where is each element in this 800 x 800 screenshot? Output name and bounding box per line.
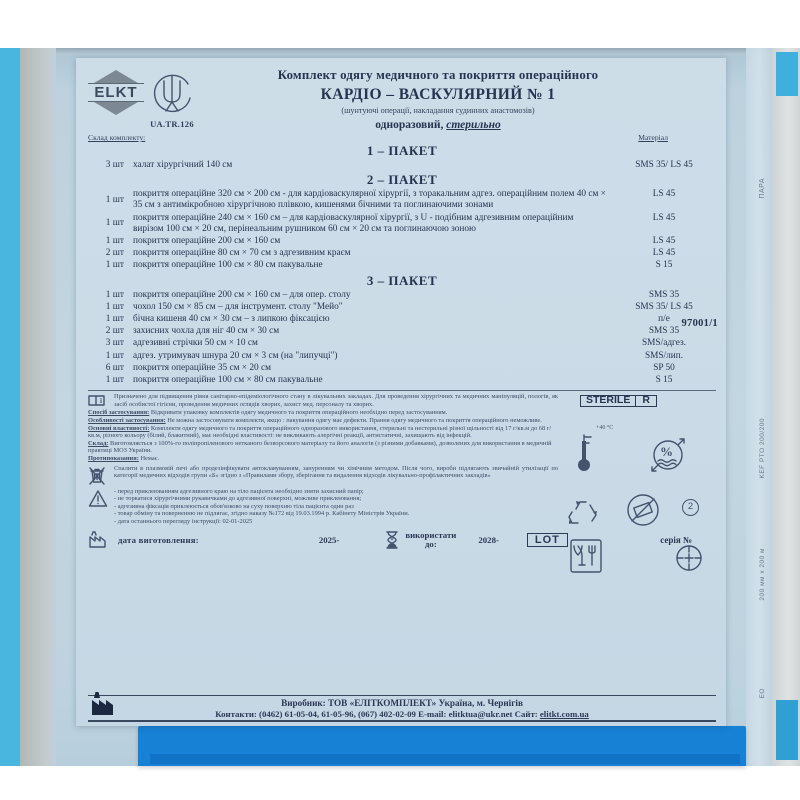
svg-text:i: i: [100, 397, 102, 406]
fine-print-text-column: [88, 393, 558, 525]
temperature-limit-value: +40 °C: [596, 425, 614, 432]
paragraph-text: Не можна застосовувати комплекти, якщо : пакування одягу має дефекти. Прання одягу медичного та покриття операційного неможливе.: [165, 417, 542, 425]
item-desc: покриття операційне 100 см × 80 см пакувальне: [133, 260, 323, 271]
no-trash-icon: [88, 465, 114, 486]
warning-item: - дата останнього перегляду інструкції: 02-01-2025: [114, 517, 253, 525]
item-material: SMS 35/ LS 45: [635, 301, 693, 312]
item-desc: покриття операційне 100 см × 80 см пакувальне: [133, 375, 323, 386]
pouch-vertical-text: EO: [759, 688, 766, 699]
cert-number: UA.TR.126: [150, 119, 194, 129]
pouch-vertical-text: ПАРА: [759, 178, 766, 199]
title-block: [206, 64, 670, 131]
item-material: S 15: [655, 260, 673, 271]
packet-rows: [88, 290, 716, 387]
warning-triangle-icon: [88, 488, 114, 526]
pouch-top-seam: [0, 48, 800, 55]
paragraph-lead: Особливості застосування:: [88, 417, 166, 425]
brand-block: [88, 64, 206, 129]
packet-rows: [88, 160, 716, 171]
series-label: серія №: [660, 534, 692, 545]
item-qty: 1 шт: [105, 301, 124, 312]
manufacture-date-value: 2025-: [318, 534, 340, 545]
product-label: [76, 58, 726, 726]
kit-item-row: [88, 375, 716, 386]
fine-print-paragraph: [88, 409, 558, 417]
item-desc: адгез. утримувач шнура 20 см × 3 см (на "липучці"): [133, 350, 338, 361]
symbol-column: [566, 393, 716, 581]
item-qty: 1 шт: [105, 314, 124, 325]
pouch-vertical-text: KEF PTO 200/200: [759, 418, 766, 479]
warning-list: [114, 488, 558, 526]
kit-item-row: [88, 338, 716, 349]
purpose-row: [88, 393, 558, 408]
item-qty: 3 шт: [105, 160, 124, 170]
site-link: elitkt.com.ua: [539, 709, 589, 719]
item-qty: 1 шт: [105, 194, 124, 205]
do-not-resterilize-icon: [624, 491, 662, 529]
item-qty: 1 шт: [105, 260, 124, 271]
item-qty: 1 шт: [105, 350, 124, 361]
logo-word: ELKT: [88, 83, 144, 102]
paragraph-lead: Склад:: [88, 439, 109, 447]
kit-item-row: [88, 314, 716, 325]
sterile-method: R: [642, 394, 650, 407]
composition-header-row: [88, 133, 716, 142]
consult-instructions-icon: [88, 393, 114, 408]
fine-print-paragraph: [88, 455, 558, 463]
manufacture-factory-icon: [88, 531, 110, 549]
item-desc: покриття операційне 200 см × 160 см: [133, 236, 281, 247]
item-qty: 6 шт: [105, 362, 124, 373]
paragraph-text: Немає.: [138, 455, 160, 462]
kit-item-row: [88, 236, 716, 247]
humidity-limit-icon: [646, 433, 690, 477]
material-column-label: Матеріал: [638, 133, 668, 142]
pouch-right-cyan-top: [776, 52, 798, 96]
packet-title: 3 – ПАКЕТ: [366, 272, 438, 288]
producer-line: Виробник: ТОВ «ЕЛІТКОМПЛЕКТ» Україна, м. Чернігів: [281, 698, 523, 708]
fragile-glass-icon: [570, 539, 602, 573]
kit-item-row: [88, 351, 716, 362]
ua-conformity-mark: [150, 70, 194, 129]
pouch-right-grey-strip: [772, 48, 800, 766]
kit-section: [88, 143, 716, 171]
fine-print-paragraphs: [88, 409, 558, 462]
warnings-row: [88, 488, 558, 526]
paragraph-text: Виготовляється з 100%-го поліпропіленового нетканого безворсового матеріалу та його аналогів (з різними добавками), дозволених для використання в медичній практиці МОЗ України.: [88, 439, 552, 455]
label-footer: [88, 695, 716, 722]
item-material: LS 45: [652, 236, 676, 247]
item-desc: покриття операційне 200 см × 160 см – для опер. столу: [133, 289, 351, 300]
item-material: LS 45: [652, 212, 676, 223]
disposal-text: Спалити в плазмовій печі або продезінфікувати автоклавуванням, зануренням чи хімічним методом. Після чого, вироби підлягають звичайній утилізації по категорії медичних відходів групи «Б» згідно з «Правилами збору, зберігання та видалення відходів лікувально-профілактичних закладів»: [114, 464, 558, 480]
item-material: SMS/адгез.: [642, 338, 686, 349]
pouch-vertical-text: 200 мм х 200 м: [759, 548, 766, 601]
paragraph-text: Комплекти одягу медичного та покриття операційного одноразового використання, стерильні та нестерильні різної щільності від 17 г/кв.м до 68 г/кв.м, різного кольору (білий, блакитний), має необхідні властивості: не викликають алергічні реакції, антистатичні, захищають від інфекцій.: [88, 424, 552, 440]
contacts-text: Контакти: (0462) 61-05-04, 61-05-96, (067) 402-02-09 E-mail: elitktua@ukr.net Сайт:: [215, 709, 540, 719]
use-by-label-line2: до:: [424, 538, 437, 549]
item-qty: 1 шт: [105, 236, 124, 247]
item-material: SMS 35/ LS 45: [635, 160, 693, 170]
item-qty: 2 шт: [105, 248, 124, 259]
item-desc: захисних чохла для ніг 40 см × 30 см: [133, 326, 280, 337]
packet-title: 2 – ПАКЕТ: [366, 172, 438, 188]
kit-item-row: [88, 160, 716, 171]
packet-title: 1 – ПАКЕТ: [366, 143, 438, 158]
item-material: п/е: [658, 314, 670, 325]
disposal-row: [88, 465, 558, 486]
kit-item-row: [88, 363, 716, 374]
use-by-label: [405, 531, 456, 549]
item-desc: адгезивні стрічки 50 см × 10 см: [133, 338, 258, 349]
manufacturer-factory-icon: [90, 690, 120, 716]
purpose-text: Призначено для підвищення рівня санітарно-епідеміологічного стану в лікувальних закладах. Для проведення хірургічних та медичних маніпуляцій, пологів, як засіб особистої гігієни, проведення медичних оглядів хворих, захист мед. персоналу та хворих.: [114, 393, 558, 408]
item-material: SMS/лип.: [644, 350, 684, 361]
paragraph-lead: Протипоказання:: [88, 455, 139, 462]
label-header: [88, 64, 716, 131]
use-by-value: 2028-: [478, 534, 499, 545]
kit-item-row: [88, 213, 716, 235]
item-qty: 3 шт: [105, 338, 124, 349]
item-desc: бічна кишеня 40 см × 30 см – з липкою фіксацією: [133, 314, 330, 325]
usage-line: [206, 119, 670, 131]
kit-sections: [88, 142, 716, 387]
paragraph-lead: Основні властивості:: [88, 424, 150, 432]
kit-item-row: [88, 302, 716, 313]
item-desc: покриття операційне 80 см × 70 см з адгезивним краєм: [133, 248, 351, 259]
kit-item-row: [88, 326, 716, 337]
item-qty: 2 шт: [105, 326, 124, 337]
paragraph-text: Відкривати упаковку комплектів одягу медичного та покриття операційного необхідно перед застосуванням.: [149, 409, 448, 417]
pouch-left-cyan-strip: [0, 48, 20, 766]
item-desc: чохол 150 см × 85 см – для інструмент. столу "Мейо": [133, 301, 343, 312]
certification-target-icon: [674, 543, 704, 573]
lot-badge: LOT: [527, 533, 568, 547]
item-desc: покриття операційне 35 см × 20 см: [133, 362, 272, 373]
do-not-reuse-icon: 2: [682, 499, 699, 516]
paragraph-lead: Спосіб застосування:: [88, 409, 150, 417]
manufacture-date-label: дата виготовлення:: [118, 534, 199, 545]
trident-cert-icon: [150, 70, 194, 118]
sterile-r-badge: [580, 395, 657, 407]
sterile-text: STERILE: [581, 396, 636, 406]
use-by-hourglass-icon: [385, 530, 399, 550]
reference-number: 97001/1: [681, 318, 718, 329]
kit-item-row: [88, 189, 716, 211]
item-desc: покриття операційне 320 см × 200 см - для кардіоваскулярної хірургії, з торакальним адгез. операційним полем 40 см × 35 см з антимікробною хірургічною плівкою, кишенями бічними та поглинаючими зонами: [133, 189, 606, 211]
fine-print-paragraph: [88, 440, 558, 455]
use-by-label-line1: використати: [405, 529, 457, 540]
item-material: SMS 35: [648, 289, 680, 300]
product-title-line1: Комплект одягу медичного та покриття операційного: [277, 68, 599, 82]
product-title-line2: КАРДІО – ВАСКУЛЯРНИЙ № 1: [320, 86, 556, 103]
recyclable-icon: [566, 497, 600, 527]
warning-item: - не торкатися хірургічними рукавичками до адгезивної поверхні, можливе приклеювання;: [114, 495, 362, 503]
contacts-line: [88, 709, 716, 719]
fine-print-paragraph: [88, 417, 558, 425]
usage-sterile: стерильно: [446, 119, 501, 131]
svg-text:%: %: [660, 444, 673, 460]
item-material: SP 50: [653, 362, 675, 373]
fine-print: [88, 390, 716, 526]
usage-prefix: одноразовий,: [375, 119, 447, 131]
logo-triangle-top-icon: [94, 70, 138, 83]
kit-section: [88, 273, 716, 387]
pouch-right-film-fold: [746, 48, 772, 766]
composition-label: Склад комплекту:: [88, 133, 146, 142]
pouch-right-cyan-bottom: [776, 700, 798, 760]
item-desc: халат хірургічний 140 см: [133, 160, 233, 170]
packet-rows: [88, 189, 716, 271]
item-material: LS 45: [652, 189, 676, 200]
fine-print-paragraph: [88, 425, 558, 440]
item-qty: 1 шт: [105, 375, 124, 386]
item-desc: покриття операційне 240 см × 160 см – для кардіоваскулярної хірургії, з U - подібним адгезивним операційним вирізом 100 см × 20 см, перінеальним рушником 60 см × 20 см та поглинаючою зоною: [133, 212, 574, 234]
kit-item-row: [88, 260, 716, 271]
product-subtitle: (шунтуючі операції, накладання судинних анастомозів): [341, 106, 535, 115]
warning-item: - перед приклеюванням адгезивного краю на тіло пацієнта необхідно зняти захисний папір;: [114, 487, 364, 495]
item-qty: 1 шт: [105, 218, 124, 229]
elkt-logo: [88, 70, 144, 115]
temperature-limit-icon: [574, 431, 600, 473]
item-material: SMS 35: [648, 326, 680, 337]
item-qty: 1 шт: [105, 289, 124, 300]
item-material: LS 45: [652, 248, 676, 259]
pouch-left-grey-fold: [20, 48, 56, 766]
item-material: S 15: [655, 375, 673, 386]
kit-section: [88, 172, 716, 271]
warning-item: - адгезивна фіксація приклеюється обов'язково на суху поверхню тіла пацієнта один раз: [114, 502, 354, 510]
kit-item-row: [88, 248, 716, 259]
warning-item: - товар обміну та поверненню не підлягає, згідно наказу №172 від 19.03.1994 р. Кабінету Міністрів України.: [114, 510, 410, 518]
logo-triangle-bottom-icon: [94, 102, 138, 115]
kit-item-row: [88, 290, 716, 301]
blue-drape-shadow: [150, 754, 740, 764]
